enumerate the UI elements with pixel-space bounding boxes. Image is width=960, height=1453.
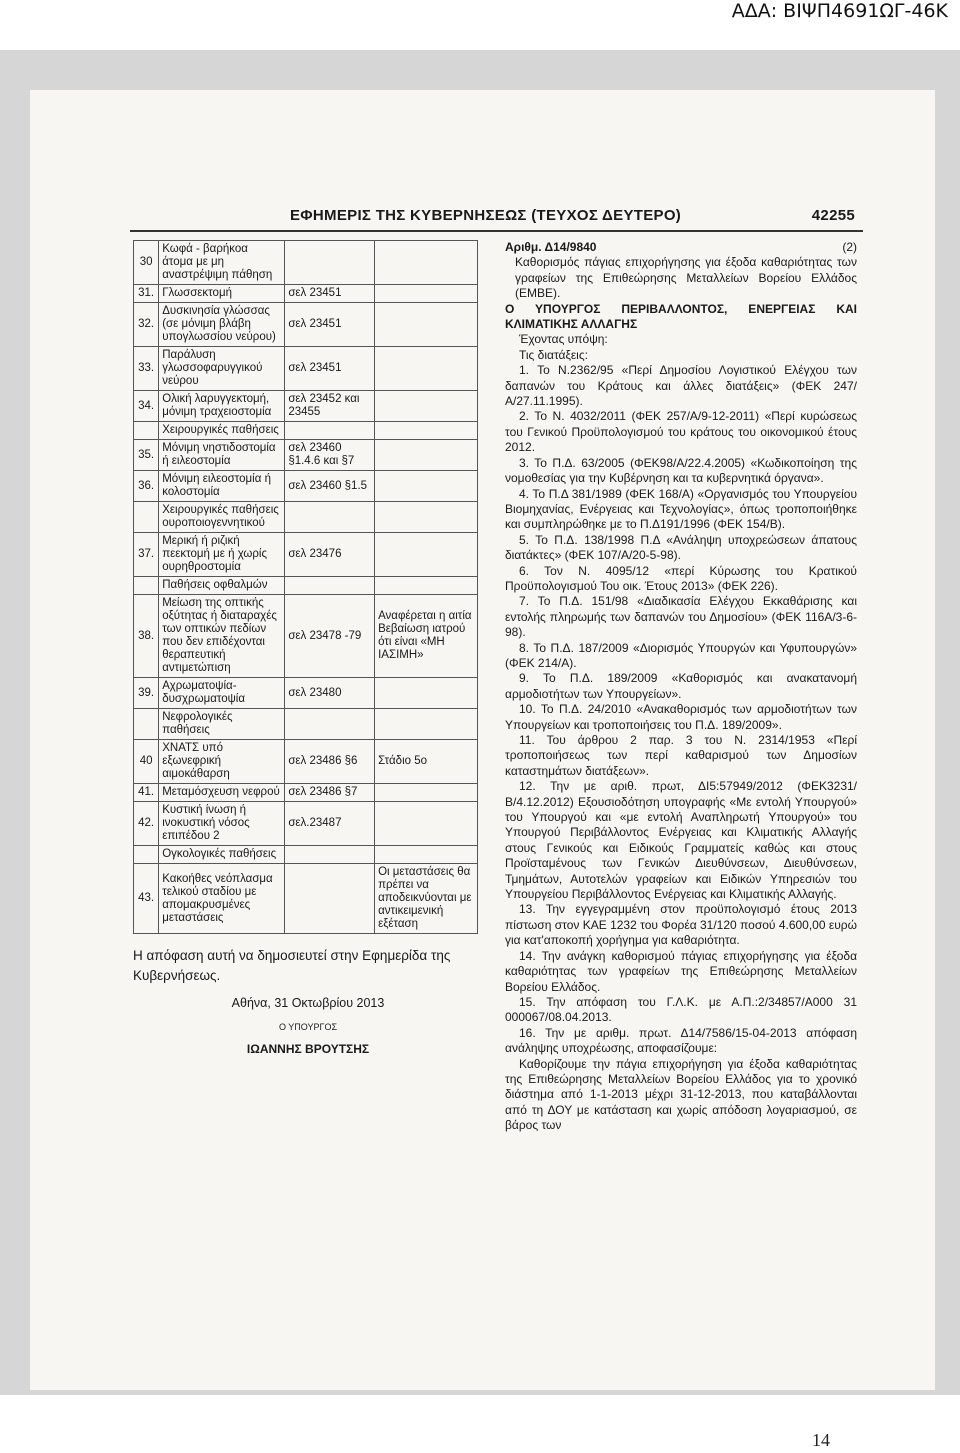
row-reference: σελ.23487 bbox=[285, 802, 375, 846]
row-note bbox=[375, 802, 478, 846]
row-note bbox=[375, 846, 478, 864]
row-reference: σελ 23451 bbox=[285, 303, 375, 347]
header-rule bbox=[130, 230, 863, 232]
row-note bbox=[375, 422, 478, 440]
row-condition: Μείωση της οπτικής οξύτητας ή διαταραχές των οπτικών πεδίων που δεν επιδέχονται θεραπευτική αντιμετώπιση bbox=[159, 595, 285, 678]
row-note bbox=[375, 678, 478, 709]
row-number: 35. bbox=[134, 440, 159, 471]
right-column bbox=[505, 240, 857, 1134]
row-note: Στάδιο 5ο bbox=[375, 740, 478, 784]
provision-item: 15. Την απόφαση του Γ.Λ.Κ. με Α.Π.:2/34857/Α000 31 000067/08.04.2013. bbox=[505, 994, 857, 1025]
row-reference bbox=[285, 709, 375, 740]
row-condition: ΧΝΑΤΣ υπό εξωνεφρική αιμοκάθαρση bbox=[159, 740, 285, 784]
row-reference bbox=[285, 502, 375, 533]
provision-item: 7. Το Π.Δ. 151/98 «Διαδικασία Ελέγχου Εκκαθάρισης και εντολής πληρωμής των δαπανών του Δημοσίου» (ΦΕΚ 116Α/3-6-98). bbox=[505, 594, 857, 640]
table-row bbox=[134, 502, 478, 533]
row-number: 40 bbox=[134, 740, 159, 784]
table-row bbox=[134, 285, 478, 303]
row-condition: Μεταμόσχευση νεφρού bbox=[159, 784, 285, 802]
table-row bbox=[134, 391, 478, 422]
table-row bbox=[134, 533, 478, 577]
row-reference bbox=[285, 864, 375, 934]
page-number: 14 bbox=[812, 1430, 830, 1450]
table-row bbox=[134, 471, 478, 502]
row-number: 38. bbox=[134, 595, 159, 678]
signature-name: ΙΩΑΝΝΗΣ ΒΡΟΥΤΣΗΣ bbox=[246, 1042, 370, 1056]
row-reference: σελ 23476 bbox=[285, 533, 375, 577]
row-number: 42. bbox=[134, 802, 159, 846]
row-condition: Δυσκινησία γλώσσας (σε μόνιμη βλάβη υπογλωσσίου νεύρου) bbox=[159, 303, 285, 347]
row-reference bbox=[285, 846, 375, 864]
table-row bbox=[134, 802, 478, 846]
row-condition: Αχρωματοψία- δυσχρωματοψία bbox=[159, 678, 285, 709]
row-condition: Μόνιμη ειλεοστομία ή κολοστομία bbox=[159, 471, 285, 502]
row-note bbox=[375, 784, 478, 802]
row-reference: σελ 23451 bbox=[285, 347, 375, 391]
conditions-table bbox=[133, 240, 478, 934]
row-reference: σελ 23460 §1.5 bbox=[285, 471, 375, 502]
provisions-label: Τις διατάξεις: bbox=[519, 347, 588, 362]
row-condition: Νεφρολογικές παθήσεις bbox=[159, 709, 285, 740]
row-reference: σελ 23486 §7 bbox=[285, 784, 375, 802]
table-row bbox=[134, 740, 478, 784]
row-reference bbox=[285, 241, 375, 285]
row-note bbox=[375, 285, 478, 303]
decision-number: Αριθμ. Δ14/9840 bbox=[505, 240, 597, 254]
row-number: 41. bbox=[134, 784, 159, 802]
row-number bbox=[134, 709, 159, 740]
provision-item: 10. Το Π.Δ. 24/2010 «Ανακαθορισμός των αρμοδιοτήτων των Υπουργείων και τροποποιήσεις του Π.Δ. 189/2009». bbox=[505, 702, 857, 732]
table-row bbox=[134, 846, 478, 864]
signature-block bbox=[133, 996, 483, 1056]
signature-date: Αθήνα, 31 Οκτωβρίου 2013 bbox=[231, 996, 385, 1010]
row-number: 39. bbox=[134, 678, 159, 709]
row-number bbox=[134, 846, 159, 864]
row-note: Αναφέρεται η αιτία Βεβαίωση ιατρού ότι είναι «ΜΗ ΙΑΣΙΜΗ» bbox=[375, 595, 478, 678]
table-row bbox=[134, 422, 478, 440]
row-condition: Μερική ή ριζική πεεκτομή με ή χωρίς ουρηθροστομία bbox=[159, 533, 285, 577]
row-reference: σελ 23451 bbox=[285, 285, 375, 303]
row-number: 33. bbox=[134, 347, 159, 391]
table-row bbox=[134, 303, 478, 347]
row-note bbox=[375, 347, 478, 391]
row-condition: Κακοήθες νεόπλασμα τελικού σταδίου με απομακρυσμένες μεταστάσεις bbox=[159, 864, 285, 934]
row-note bbox=[375, 533, 478, 577]
row-note bbox=[375, 471, 478, 502]
table-row bbox=[134, 864, 478, 934]
row-number: 36. bbox=[134, 471, 159, 502]
decision-text: Καθορίζουμε την πάγια επιχορήγηση για έξοδα καθαριότητας της Επιθεώρησης Μεταλλείων Βορείου Ελλάδος για το χρονικό διάστημα από 1-1-2013 μέχρι 31-12-2013, που καταβάλλονται από τη ΔΟΥ με κατάσταση και χωρίς απόδοση λογαριασμού, σε βάρος των bbox=[505, 1056, 857, 1133]
minister-title: Ο ΥΠΟΥΡΓΟΣ ΠΕΡΙΒΑΛΛΟΝΤΟΣ, ΕΝΕΡΓΕΙΑΣ ΚΑΙ ΚΛΙΜΑΤΙΚΗΣ ΑΛΛΑΓΗΣ bbox=[505, 301, 857, 332]
row-note bbox=[375, 303, 478, 347]
row-number bbox=[134, 422, 159, 440]
decision-index: (2) bbox=[842, 240, 857, 254]
signature-role: Ο ΥΠΟΥΡΓΟΣ bbox=[278, 1022, 338, 1032]
row-number: 43. bbox=[134, 864, 159, 934]
table-row bbox=[134, 241, 478, 285]
row-condition: Παράλυση γλωσσοφαρυγγικού νεύρου bbox=[159, 347, 285, 391]
gazette-title: ΕΦΗΜΕΡΙΣ ΤΗΣ ΚΥΒΕΡΝΗΣΕΩΣ (ΤΕΥΧΟΣ ΔΕΥΤΕΡΟ) bbox=[290, 207, 682, 224]
provision-item: 16. Την με αριθμ. πρωτ. Δ14/7586/15-04-2013 απόφαση ανάληψης υποχρέωσης, αποφασίζουμε: bbox=[505, 1025, 857, 1056]
provision-item: 11. Του άρθρου 2 παρ. 3 του Ν. 2314/1953 «Περί τροποποιήσεως των περί καθαρισμού των Δημοσίων καταστημάτων διατάξεων». bbox=[505, 733, 857, 778]
provision-item: 6. Τον Ν. 4095/12 «περί Κύρωσης του Κρατικού Προϋπολογισμού Του οικ. Έτους 2013» (ΦΕΚ 226). bbox=[505, 563, 857, 593]
row-note bbox=[375, 577, 478, 595]
row-condition: Μόνιμη νηστιδοστομία ή ειλεοστομία bbox=[159, 440, 285, 471]
row-condition: Χειρουργικές παθήσεις bbox=[159, 422, 285, 440]
table-row bbox=[134, 595, 478, 678]
provision-item: 2. Το Ν. 4032/2011 (ΦΕΚ 257/Α/9-12-2011) «Περί κυρώσεως του Γενικού Προϋπολογισμού του κράτους του οικονομικού έτους 2012. bbox=[505, 409, 857, 455]
row-note bbox=[375, 241, 478, 285]
provisions-list bbox=[505, 363, 857, 1056]
row-condition: Χειρουργικές παθήσεις ουροποιογεννητικού bbox=[159, 502, 285, 533]
row-number bbox=[134, 577, 159, 595]
row-number: 34. bbox=[134, 391, 159, 422]
provision-item: 3. Το Π.Δ. 63/2005 (ΦΕΚ98/Α/22.4.2005) «Κωδικοποίηση της νομοθεσίας για την Κυβέρνηση και τα κυβερνητικά όργανα». bbox=[505, 455, 857, 486]
row-note: Οι μεταστάσεις θα πρέπει να αποδεικνύονται με αντικειμενική εξέταση bbox=[375, 864, 478, 934]
row-number: 32. bbox=[134, 303, 159, 347]
row-reference: σελ 23452 και 23455 bbox=[285, 391, 375, 422]
row-note bbox=[375, 440, 478, 471]
closing-statement: Η απόφαση αυτή να δημοσιευτεί στην Εφημερίδα της Κυβερνήσεως. bbox=[133, 948, 451, 983]
gazette-header bbox=[290, 207, 855, 224]
row-reference: σελ 23480 bbox=[285, 678, 375, 709]
row-note bbox=[375, 502, 478, 533]
provision-item: 1. Το Ν.2362/95 «Περί Δημοσίου Λογιστικού Ελέγχου των δαπανών του Κράτους και άλλες διατάξεις» (ΦΕΚ 247/Α/27.11.1995). bbox=[505, 363, 857, 409]
table-row bbox=[134, 347, 478, 391]
row-condition: Γλωσσεκτομή bbox=[159, 285, 285, 303]
decision-subject: Καθορισμός πάγιας επιχορήγησης για έξοδα καθαριότητας των γραφείων της Επιθεώρησης Μεταλλείων Βορείου Ελλάδος (ΕΜΒΕ). bbox=[515, 255, 857, 301]
table-row bbox=[134, 678, 478, 709]
ada-identifier: ΑΔΑ: ΒΙΨΠ4691ΩΓ-46Κ bbox=[731, 0, 948, 22]
decision-number-line bbox=[505, 240, 857, 255]
provision-item: 13. Την εγγεγραμμένη στον προϋπολογισμό έτους 2013 πίστωση στον ΚΑΕ 1232 του Φορέα 31/120 ποσού 4.600,00 ευρώ για κατ'αποκοπή χορήγημα για καθαριότητα. bbox=[505, 902, 857, 948]
row-reference: σελ 23460 §1.4.6 και §7 bbox=[285, 440, 375, 471]
row-number: 30 bbox=[134, 241, 159, 285]
row-reference: σελ 23486 §6 bbox=[285, 740, 375, 784]
row-condition: Κυστική ίνωση ή ινοκυστική νόσος επιπέδου 2 bbox=[159, 802, 285, 846]
row-condition: Κωφά - βαρήκοα άτομα με μη αναστρέψιμη πάθηση bbox=[159, 241, 285, 285]
row-reference bbox=[285, 577, 375, 595]
row-number: 31. bbox=[134, 285, 159, 303]
row-number bbox=[134, 502, 159, 533]
row-note bbox=[375, 709, 478, 740]
table-row bbox=[134, 709, 478, 740]
provision-item: 12. Την με αριθ. πρωτ, ΔΙ5:57949/2012 (ΦΕΚ3231/Β/4.12.2012) Εξουσιοδότηση υπογραφής «Με εντολή Υπουργού» του Υπουργού και «με εντολή Αναπληρωτή Υπουργού» του Υπουργού Περιβάλλοντος Ενέργειας και Κλιματικής Αλλαγής στους Γενικούς και Ειδικούς Γραμματείς καθώς και στους Προϊσταμένους των Γενικών Διευθύνσεων, Διευθύνσεων, Τμημάτων, Αυτοτελών γραφείων και Ειδικών Υπηρεσιών του Υπουργείου Περιβάλλοντος Ενέργειας και Κλιματικής Αλλαγής. bbox=[505, 779, 857, 902]
row-note bbox=[375, 391, 478, 422]
provision-item: 9. Το Π.Δ. 189/2009 «Καθορισμός και ανακατανομή αρμοδιοτήτων των Υπουργείων». bbox=[505, 671, 857, 701]
table-row bbox=[134, 577, 478, 595]
provision-item: 8. Το Π.Δ. 187/2009 «Διορισμός Υπουργών και Υφυπουργών» (ΦΕΚ 214/Α). bbox=[505, 640, 857, 670]
table-row bbox=[134, 784, 478, 802]
provision-item: 5. Το Π.Δ. 138/1998 Π.Δ «Ανάληψη υποχρεώσεων άπατους διατάκτες» (ΦΕΚ 107/Α/20-5-98). bbox=[505, 532, 857, 563]
row-reference: σελ 23478 -79 bbox=[285, 595, 375, 678]
row-condition: Παθήσεις οφθαλμών bbox=[159, 577, 285, 595]
table-row bbox=[134, 440, 478, 471]
provision-item: 14. Την ανάγκη καθορισμού πάγιας επιχορήγησης για έξοδα καθαριότητας των γραφείων της Επιθεώρησης Μεταλλείων Βορείου Ελλάδος. bbox=[505, 948, 857, 994]
row-condition: Ογκολογικές παθήσεις bbox=[159, 846, 285, 864]
having-regard: Έχοντας υπόψη: bbox=[519, 332, 608, 347]
conditions-table-body bbox=[134, 241, 478, 934]
provision-item: 4. Το Π.Δ 381/1989 (ΦΕΚ 168/Α) «Οργανισμός του Υπουργείου Βιομηχανίας, Ενέργειας και Τεχνολογίας», όπως τροποποιήθηκε και συμπληρώθηκε με το Π.Δ191/1996 (ΦΕΚ 154/Β). bbox=[505, 486, 857, 532]
gazette-page-number: 42255 bbox=[811, 207, 855, 224]
row-reference bbox=[285, 422, 375, 440]
row-condition: Ολική λαρυγγεκτομή, μόνιμη τραχειοστομία bbox=[159, 391, 285, 422]
row-number: 37. bbox=[134, 533, 159, 577]
left-column bbox=[133, 240, 483, 1056]
